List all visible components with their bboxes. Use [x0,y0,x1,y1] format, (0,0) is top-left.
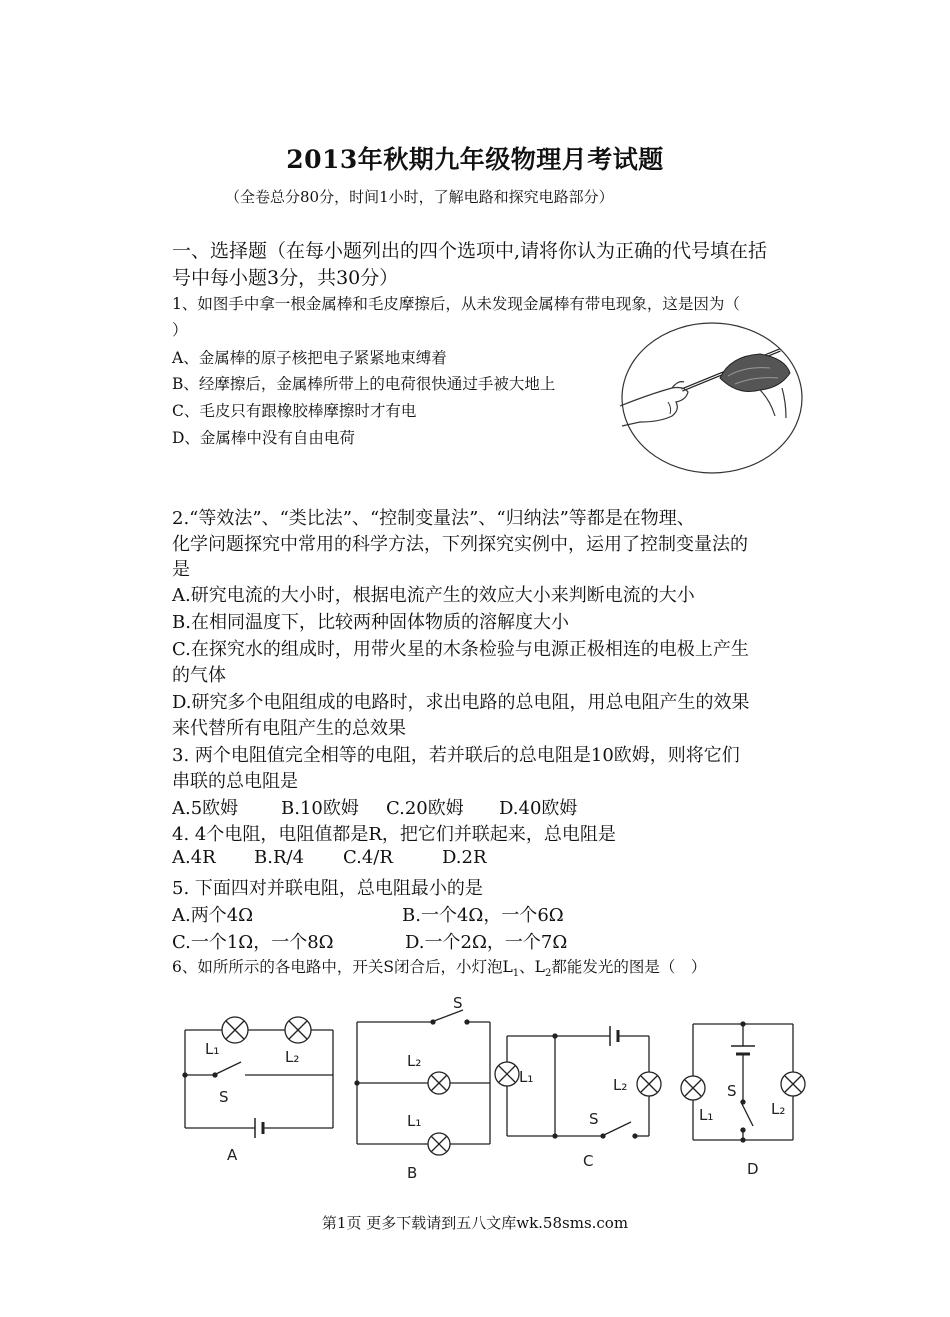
q5-stem: 5. 下面四对并联电阻，总电阻最小的是 [172,878,483,899]
page-footer: 第1页 更多下载请到五八文库wk.58sms.com [321,1214,629,1232]
circuit-c-s-label: S [589,1110,599,1128]
q1-option-b: B、经摩擦后，金属棒所带上的电荷很快通过手被大地上 [172,375,556,393]
q5-option-b: B.一个4Ω，一个6Ω [402,905,564,926]
section-heading-line1: 一、选择题（在每小题列出的四个选项中,请将你认为正确的代号填在括 [172,240,768,262]
q2-option-a: A.研究电流的大小时，根据电流产生的效应大小来判断电流的大小 [172,585,695,606]
q2-stem-line2: 化学问题探究中常用的科学方法，下列探究实例中，运用了控制变量法的 [172,534,748,555]
q2-option-b: B.在相同温度下，比较两种固体物质的溶解度大小 [172,612,569,633]
q4-option-c: C.4/R [343,847,393,868]
circuit-d-s-label: S [727,1082,737,1100]
circuit-b [355,1010,490,1155]
circuit-a-l1-label: L₁ [205,1040,220,1058]
q3-option-c: C.20欧姆 [386,798,464,819]
circuit-c-l2-label: L₂ [613,1076,628,1094]
q5-option-c: C.一个1Ω，一个8Ω [172,932,334,953]
circuit-a [183,1017,333,1138]
q1-illustration [610,318,810,478]
q4-option-d: D.2R [442,847,487,868]
page-subtitle: （全卷总分80分，时间1小时，了解电路和探究电路部分） [225,188,614,206]
q6-circuit-diagrams [175,990,815,1190]
circuit-a-label: A [227,1146,238,1164]
q3-stem-line2: 串联的总电阻是 [172,771,298,792]
q1-stem-line1: 1、如图手中拿一根金属棒和毛皮摩擦后，从未发现金属棒有带电现象，这是因为（ [172,295,740,313]
q2-option-d-line1: D.研究多个电阻组成的电路时，求出电路的总电阻，用总电阻产生的效果 [172,692,750,713]
page-title: 2013年秋期九年级物理月考试题 [286,145,664,174]
section-heading-line2: 号中每小题3分，共30分） [172,267,399,289]
q3-stem-line1: 3. 两个电阻值完全相等的电阻，若并联后的总电阻是10欧姆，则将它们 [172,745,740,766]
circuit-d-l1-label: L₁ [699,1106,714,1124]
circuit-d [681,1022,805,1142]
circuit-d-l2-label: L₂ [771,1100,786,1118]
circuit-c-label: C [583,1152,594,1170]
q2-option-c-line1: C.在探究水的组成时，用带火星的木条检验与电源正极相连的电极上产生 [172,639,749,660]
q2-stem-line3: 是 [172,559,190,580]
q1-option-c: C、毛皮只有跟橡胶棒摩擦时才有电 [172,402,417,420]
circuit-b-label: B [407,1164,418,1182]
circuit-c-l1-label: L₁ [519,1068,534,1086]
q5-option-d: D.一个2Ω，一个7Ω [405,932,568,953]
q1-option-a: A、金属棒的原子核把电子紧紧地束缚着 [172,349,447,367]
q3-option-b: B.10欧姆 [281,798,359,819]
q3-option-d: D.40欧姆 [499,798,578,819]
q4-option-a: A.4R [172,847,216,868]
q5-option-a: A.两个4Ω [172,905,254,926]
q3-option-a: A.5欧姆 [172,798,239,819]
q2-option-d-line2: 来代替所有电阻产生的总效果 [172,718,406,739]
q4-stem: 4. 4个电阻，电阻值都是R，把它们并联起来，总电阻是 [172,824,616,845]
circuit-b-l2-label: L₂ [407,1052,422,1070]
circuit-b-l1-label: L₁ [407,1112,422,1130]
circuit-b-s-label: S [453,994,463,1012]
q6-stem: 6、如所所示的各电路中，开关S闭合后，小灯泡$L_1$、$L_2$都能发光的图是（ ） [172,958,707,980]
q4-option-b: B.R/4 [254,847,305,868]
q2-option-c-line2: 的气体 [172,665,226,686]
circuit-a-s-label: S [219,1088,229,1106]
q1-stem-line2: ） [172,321,188,339]
q2-stem-line1: 2.“等效法”、“类比法”、“控制变量法”、“归纳法”等都是在物理、 [172,508,695,529]
circuit-a-l2-label: L₂ [285,1048,300,1066]
q1-option-d: D、金属棒中没有自由电荷 [172,429,355,447]
circuit-d-label: D [747,1160,759,1178]
